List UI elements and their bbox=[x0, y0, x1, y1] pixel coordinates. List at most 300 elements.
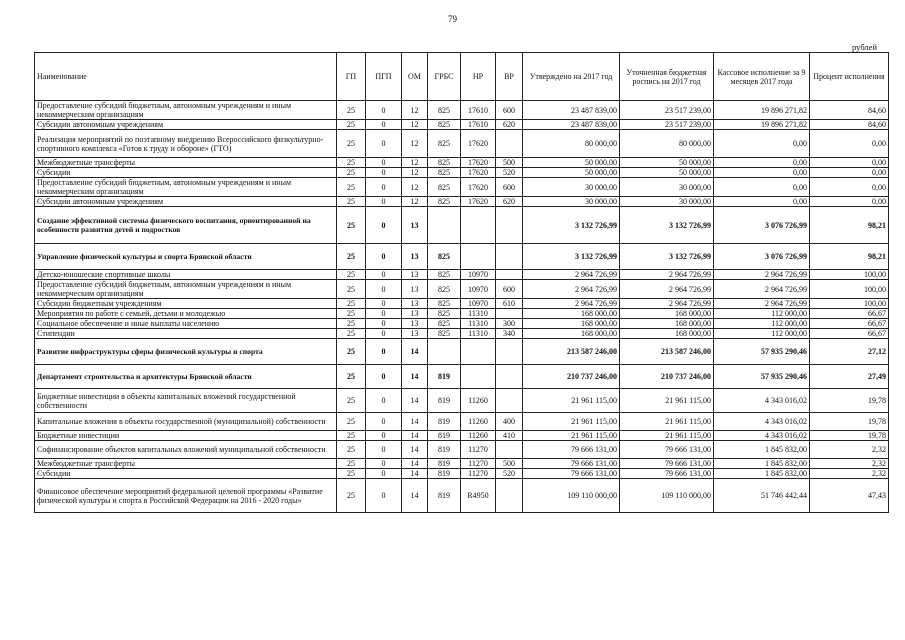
cell-cash: 2 964 726,99 bbox=[714, 270, 810, 280]
cell-vr: 600 bbox=[496, 280, 523, 299]
cell-refined: 2 964 726,99 bbox=[620, 270, 714, 280]
cell-name: Межбюджетные трансферты bbox=[35, 459, 337, 469]
cell-cash: 4 343 016,02 bbox=[714, 413, 810, 431]
cell-vr bbox=[496, 389, 523, 413]
cell-cash: 0,00 bbox=[714, 158, 810, 168]
cell-gp: 25 bbox=[337, 178, 366, 197]
cell-name: Развитие инфраструктуры сферы физической культуры и спорта bbox=[35, 339, 337, 365]
cell-vr bbox=[496, 207, 523, 244]
cell-name: Стипендии bbox=[35, 329, 337, 339]
cell-cash: 3 076 726,99 bbox=[714, 207, 810, 244]
cell-ppgp: 0 bbox=[366, 101, 402, 120]
cell-gp: 25 bbox=[337, 441, 366, 459]
cell-ppgp: 0 bbox=[366, 413, 402, 431]
table-row bbox=[35, 459, 889, 469]
cell-approved: 2 964 726,99 bbox=[523, 280, 620, 299]
cell-nr: 17620 bbox=[461, 158, 496, 168]
cell-nr: 17620 bbox=[461, 197, 496, 207]
cell-om: 14 bbox=[402, 339, 428, 365]
cell-grbs: 825 bbox=[428, 244, 461, 270]
cell-refined: 213 587 246,00 bbox=[620, 339, 714, 365]
cell-vr: 520 bbox=[496, 168, 523, 178]
cell-vr: 600 bbox=[496, 178, 523, 197]
table-row bbox=[35, 270, 889, 280]
cell-om: 12 bbox=[402, 168, 428, 178]
cell-approved: 21 961 115,00 bbox=[523, 389, 620, 413]
cell-nr: 17610 bbox=[461, 101, 496, 120]
cell-ppgp: 0 bbox=[366, 197, 402, 207]
table-row bbox=[35, 319, 889, 329]
cell-ppgp: 0 bbox=[366, 441, 402, 459]
cell-gp: 25 bbox=[337, 130, 366, 158]
cell-percent: 0,00 bbox=[810, 197, 889, 207]
cell-nr: 11310 bbox=[461, 329, 496, 339]
cell-om: 14 bbox=[402, 479, 428, 513]
cell-refined: 50 000,00 bbox=[620, 168, 714, 178]
cell-percent: 2,32 bbox=[810, 441, 889, 459]
cell-grbs: 825 bbox=[428, 197, 461, 207]
cell-name: Субсидии автономным учреждениям bbox=[35, 197, 337, 207]
cell-cash: 1 845 832,00 bbox=[714, 459, 810, 469]
table-row bbox=[35, 389, 889, 413]
cell-nr: 11270 bbox=[461, 459, 496, 469]
cell-grbs: 825 bbox=[428, 299, 461, 309]
cell-om: 12 bbox=[402, 120, 428, 130]
cell-name: Бюджетные инвестиции в объекты капитальных вложений государственной собственности bbox=[35, 389, 337, 413]
cell-nr: 11310 bbox=[461, 309, 496, 319]
cell-vr bbox=[496, 270, 523, 280]
cell-nr: 17620 bbox=[461, 130, 496, 158]
cell-gp: 25 bbox=[337, 299, 366, 309]
cell-vr: 410 bbox=[496, 431, 523, 441]
cell-om: 13 bbox=[402, 280, 428, 299]
cell-ppgp: 0 bbox=[366, 270, 402, 280]
cell-ppgp: 0 bbox=[366, 319, 402, 329]
cell-approved: 168 000,00 bbox=[523, 319, 620, 329]
table-row bbox=[35, 197, 889, 207]
cell-cash: 19 896 271,82 bbox=[714, 101, 810, 120]
cell-refined: 23 517 239,00 bbox=[620, 101, 714, 120]
cell-name: Предоставление субсидий бюджетным, автономным учреждениям и иным некоммерческим организациям bbox=[35, 101, 337, 120]
table-body bbox=[35, 101, 889, 513]
table-row bbox=[35, 101, 889, 120]
cell-approved: 2 964 726,99 bbox=[523, 270, 620, 280]
cell-ppgp: 0 bbox=[366, 479, 402, 513]
cell-percent: 98,21 bbox=[810, 244, 889, 270]
cell-name: Мероприятия по работе с семьей, детьми и молодежью bbox=[35, 309, 337, 319]
cell-gp: 25 bbox=[337, 479, 366, 513]
table-row bbox=[35, 130, 889, 158]
cell-refined: 168 000,00 bbox=[620, 309, 714, 319]
cell-approved: 213 587 246,00 bbox=[523, 339, 620, 365]
cell-vr bbox=[496, 365, 523, 389]
cell-om: 14 bbox=[402, 441, 428, 459]
cell-cash: 4 343 016,02 bbox=[714, 389, 810, 413]
cell-approved: 50 000,00 bbox=[523, 158, 620, 168]
cell-nr: 11310 bbox=[461, 319, 496, 329]
cell-name: Софинансирование объектов капитальных вложений муниципальной собственности bbox=[35, 441, 337, 459]
cell-approved: 210 737 246,00 bbox=[523, 365, 620, 389]
cell-ppgp: 0 bbox=[366, 168, 402, 178]
cell-om: 14 bbox=[402, 431, 428, 441]
cell-vr bbox=[496, 441, 523, 459]
cell-gp: 25 bbox=[337, 280, 366, 299]
units-label: рублей bbox=[852, 42, 877, 52]
cell-approved: 2 964 726,99 bbox=[523, 299, 620, 309]
cell-grbs: 825 bbox=[428, 168, 461, 178]
cell-cash: 1 845 832,00 bbox=[714, 441, 810, 459]
cell-percent: 100,00 bbox=[810, 270, 889, 280]
cell-cash: 3 076 726,99 bbox=[714, 244, 810, 270]
cell-grbs: 819 bbox=[428, 431, 461, 441]
cell-cash: 57 935 290,46 bbox=[714, 339, 810, 365]
cell-nr bbox=[461, 365, 496, 389]
cell-gp: 25 bbox=[337, 389, 366, 413]
cell-vr bbox=[496, 130, 523, 158]
cell-grbs bbox=[428, 339, 461, 365]
cell-nr: 10970 bbox=[461, 280, 496, 299]
cell-grbs: 819 bbox=[428, 389, 461, 413]
cell-ppgp: 0 bbox=[366, 329, 402, 339]
cell-gp: 25 bbox=[337, 197, 366, 207]
cell-vr: 520 bbox=[496, 469, 523, 479]
cell-grbs bbox=[428, 207, 461, 244]
cell-grbs: 819 bbox=[428, 365, 461, 389]
cell-percent: 19,78 bbox=[810, 431, 889, 441]
header-vr: ВР bbox=[496, 53, 523, 101]
cell-ppgp: 0 bbox=[366, 365, 402, 389]
cell-refined: 3 132 726,99 bbox=[620, 244, 714, 270]
header-om: ОМ bbox=[402, 53, 428, 101]
cell-ppgp: 0 bbox=[366, 207, 402, 244]
table-row bbox=[35, 309, 889, 319]
cell-name: Межбюджетные трансферты bbox=[35, 158, 337, 168]
cell-name: Реализация мероприятий по поэтапному внедрению Всероссийского физкультурно-спортивного комплекса «Готов к труду и обороне» (ГТО) bbox=[35, 130, 337, 158]
cell-refined: 30 000,00 bbox=[620, 197, 714, 207]
cell-grbs: 825 bbox=[428, 178, 461, 197]
cell-vr bbox=[496, 479, 523, 513]
page-number: 79 bbox=[448, 14, 457, 24]
cell-refined: 21 961 115,00 bbox=[620, 413, 714, 431]
budget-table bbox=[34, 52, 889, 513]
cell-approved: 168 000,00 bbox=[523, 329, 620, 339]
cell-ppgp: 0 bbox=[366, 469, 402, 479]
cell-approved: 3 132 726,99 bbox=[523, 244, 620, 270]
cell-percent: 2,32 bbox=[810, 469, 889, 479]
table-row bbox=[35, 280, 889, 299]
cell-gp: 25 bbox=[337, 329, 366, 339]
cell-approved: 21 961 115,00 bbox=[523, 413, 620, 431]
cell-ppgp: 0 bbox=[366, 389, 402, 413]
cell-vr bbox=[496, 309, 523, 319]
cell-name: Предоставление субсидий бюджетным, автономным учреждениям и иным некоммерческим организациям bbox=[35, 178, 337, 197]
header-cash: Кассовое исполнение за 9 месяцев 2017 года bbox=[714, 53, 810, 101]
header-approved: Утверждено на 2017 год bbox=[523, 53, 620, 101]
cell-percent: 66,67 bbox=[810, 329, 889, 339]
cell-ppgp: 0 bbox=[366, 431, 402, 441]
cell-om: 13 bbox=[402, 329, 428, 339]
cell-percent: 100,00 bbox=[810, 280, 889, 299]
cell-grbs: 819 bbox=[428, 479, 461, 513]
cell-nr: 11260 bbox=[461, 389, 496, 413]
cell-om: 13 bbox=[402, 299, 428, 309]
cell-percent: 98,21 bbox=[810, 207, 889, 244]
cell-approved: 23 487 839,00 bbox=[523, 101, 620, 120]
cell-name: Предоставление субсидий бюджетным, автономным учреждениям и иным некоммерческим организациям bbox=[35, 280, 337, 299]
cell-om: 12 bbox=[402, 178, 428, 197]
cell-om: 14 bbox=[402, 469, 428, 479]
cell-om: 13 bbox=[402, 319, 428, 329]
cell-vr bbox=[496, 244, 523, 270]
cell-nr: 17620 bbox=[461, 168, 496, 178]
cell-ppgp: 0 bbox=[366, 120, 402, 130]
cell-grbs: 819 bbox=[428, 459, 461, 469]
table-row bbox=[35, 339, 889, 365]
cell-gp: 25 bbox=[337, 309, 366, 319]
cell-om: 13 bbox=[402, 244, 428, 270]
cell-nr: 11270 bbox=[461, 441, 496, 459]
cell-nr: 11260 bbox=[461, 413, 496, 431]
cell-ppgp: 0 bbox=[366, 280, 402, 299]
cell-nr: 17610 bbox=[461, 120, 496, 130]
cell-cash: 112 000,00 bbox=[714, 309, 810, 319]
cell-percent: 0,00 bbox=[810, 158, 889, 168]
header-name: Наименование bbox=[35, 53, 337, 101]
cell-refined: 21 961 115,00 bbox=[620, 389, 714, 413]
cell-cash: 51 746 442,44 bbox=[714, 479, 810, 513]
cell-grbs: 825 bbox=[428, 158, 461, 168]
cell-gp: 25 bbox=[337, 469, 366, 479]
cell-refined: 21 961 115,00 bbox=[620, 431, 714, 441]
cell-cash: 4 343 016,02 bbox=[714, 431, 810, 441]
cell-name: Управление физической культуры и спорта Брянской области bbox=[35, 244, 337, 270]
cell-refined: 50 000,00 bbox=[620, 158, 714, 168]
cell-gp: 25 bbox=[337, 459, 366, 469]
cell-om: 14 bbox=[402, 365, 428, 389]
cell-refined: 30 000,00 bbox=[620, 178, 714, 197]
cell-approved: 21 961 115,00 bbox=[523, 431, 620, 441]
cell-cash: 0,00 bbox=[714, 178, 810, 197]
cell-refined: 23 517 239,00 bbox=[620, 120, 714, 130]
cell-vr bbox=[496, 339, 523, 365]
cell-approved: 23 487 839,00 bbox=[523, 120, 620, 130]
cell-vr: 620 bbox=[496, 120, 523, 130]
table-row bbox=[35, 299, 889, 309]
cell-nr: 11260 bbox=[461, 431, 496, 441]
cell-gp: 25 bbox=[337, 158, 366, 168]
table-row bbox=[35, 413, 889, 431]
cell-gp: 25 bbox=[337, 365, 366, 389]
header-grbs: ГРБС bbox=[428, 53, 461, 101]
cell-ppgp: 0 bbox=[366, 299, 402, 309]
cell-grbs: 825 bbox=[428, 280, 461, 299]
cell-nr: 11270 bbox=[461, 469, 496, 479]
cell-percent: 19,78 bbox=[810, 413, 889, 431]
cell-name: Капитальные вложения в объекты государственной (муниципальной) собственности bbox=[35, 413, 337, 431]
cell-gp: 25 bbox=[337, 244, 366, 270]
cell-nr bbox=[461, 207, 496, 244]
cell-name: Департамент строительства и архитектуры Брянской области bbox=[35, 365, 337, 389]
cell-approved: 79 666 131,00 bbox=[523, 459, 620, 469]
header-gp: ГП bbox=[337, 53, 366, 101]
cell-om: 14 bbox=[402, 413, 428, 431]
cell-percent: 66,67 bbox=[810, 319, 889, 329]
cell-vr: 500 bbox=[496, 459, 523, 469]
cell-nr bbox=[461, 339, 496, 365]
cell-gp: 25 bbox=[337, 339, 366, 365]
cell-grbs: 825 bbox=[428, 319, 461, 329]
cell-name: Детско-юношеские спортивные школы bbox=[35, 270, 337, 280]
cell-gp: 25 bbox=[337, 413, 366, 431]
cell-cash: 19 896 271,82 bbox=[714, 120, 810, 130]
cell-gp: 25 bbox=[337, 168, 366, 178]
cell-approved: 79 666 131,00 bbox=[523, 441, 620, 459]
cell-gp: 25 bbox=[337, 431, 366, 441]
cell-nr: 17620 bbox=[461, 178, 496, 197]
cell-vr: 340 bbox=[496, 329, 523, 339]
table-row bbox=[35, 168, 889, 178]
header-ppgp: ПГП bbox=[366, 53, 402, 101]
cell-percent: 27,49 bbox=[810, 365, 889, 389]
table-row bbox=[35, 365, 889, 389]
cell-percent: 0,00 bbox=[810, 168, 889, 178]
cell-om: 13 bbox=[402, 207, 428, 244]
table-row bbox=[35, 178, 889, 197]
table-row bbox=[35, 469, 889, 479]
cell-grbs: 825 bbox=[428, 329, 461, 339]
cell-gp: 25 bbox=[337, 101, 366, 120]
table-row bbox=[35, 441, 889, 459]
cell-percent: 47,43 bbox=[810, 479, 889, 513]
cell-ppgp: 0 bbox=[366, 309, 402, 319]
cell-grbs: 819 bbox=[428, 413, 461, 431]
cell-cash: 57 935 290,46 bbox=[714, 365, 810, 389]
cell-refined: 109 110 000,00 bbox=[620, 479, 714, 513]
cell-approved: 79 666 131,00 bbox=[523, 469, 620, 479]
table-row bbox=[35, 244, 889, 270]
cell-vr: 500 bbox=[496, 158, 523, 168]
cell-name: Субсидии bbox=[35, 469, 337, 479]
cell-nr: 10970 bbox=[461, 299, 496, 309]
cell-vr: 610 bbox=[496, 299, 523, 309]
cell-grbs: 819 bbox=[428, 441, 461, 459]
cell-refined: 168 000,00 bbox=[620, 319, 714, 329]
table-row bbox=[35, 207, 889, 244]
cell-percent: 0,00 bbox=[810, 178, 889, 197]
cell-percent: 84,60 bbox=[810, 101, 889, 120]
cell-gp: 25 bbox=[337, 270, 366, 280]
cell-approved: 3 132 726,99 bbox=[523, 207, 620, 244]
cell-refined: 80 000,00 bbox=[620, 130, 714, 158]
cell-approved: 80 000,00 bbox=[523, 130, 620, 158]
header-refined: Уточненная бюджетная роспись на 2017 год bbox=[620, 53, 714, 101]
cell-cash: 1 845 832,00 bbox=[714, 469, 810, 479]
cell-om: 12 bbox=[402, 158, 428, 168]
cell-cash: 112 000,00 bbox=[714, 329, 810, 339]
cell-grbs: 825 bbox=[428, 120, 461, 130]
cell-name: Социальное обеспечение и иные выплаты населению bbox=[35, 319, 337, 329]
cell-gp: 25 bbox=[337, 207, 366, 244]
cell-ppgp: 0 bbox=[366, 130, 402, 158]
cell-percent: 2,32 bbox=[810, 459, 889, 469]
cell-vr: 620 bbox=[496, 197, 523, 207]
table-row bbox=[35, 158, 889, 168]
cell-om: 14 bbox=[402, 459, 428, 469]
cell-name: Создание эффективной системы физического воспитания, ориентированной на особенности развития детей и подростков bbox=[35, 207, 337, 244]
cell-percent: 19,78 bbox=[810, 389, 889, 413]
cell-percent: 66,67 bbox=[810, 309, 889, 319]
cell-percent: 100,00 bbox=[810, 299, 889, 309]
cell-approved: 50 000,00 bbox=[523, 168, 620, 178]
cell-ppgp: 0 bbox=[366, 459, 402, 469]
cell-percent: 84,60 bbox=[810, 120, 889, 130]
table-header-row bbox=[35, 53, 889, 101]
cell-refined: 79 666 131,00 bbox=[620, 441, 714, 459]
cell-nr: R4950 bbox=[461, 479, 496, 513]
table-row bbox=[35, 329, 889, 339]
cell-om: 13 bbox=[402, 309, 428, 319]
cell-vr: 600 bbox=[496, 101, 523, 120]
cell-cash: 2 964 726,99 bbox=[714, 280, 810, 299]
cell-cash: 0,00 bbox=[714, 197, 810, 207]
header-nr: НР bbox=[461, 53, 496, 101]
table-row bbox=[35, 431, 889, 441]
cell-om: 14 bbox=[402, 389, 428, 413]
cell-refined: 2 964 726,99 bbox=[620, 299, 714, 309]
cell-ppgp: 0 bbox=[366, 158, 402, 168]
cell-ppgp: 0 bbox=[366, 339, 402, 365]
cell-om: 12 bbox=[402, 130, 428, 158]
cell-name: Субсидии bbox=[35, 168, 337, 178]
cell-grbs: 825 bbox=[428, 309, 461, 319]
cell-gp: 25 bbox=[337, 120, 366, 130]
cell-refined: 79 666 131,00 bbox=[620, 459, 714, 469]
cell-cash: 0,00 bbox=[714, 130, 810, 158]
cell-name: Финансовое обеспечение мероприятий федеральной целевой программы «Развитие физической культуры и спорта в Российской Федерации на 2016 - 2020 годы» bbox=[35, 479, 337, 513]
cell-om: 13 bbox=[402, 270, 428, 280]
cell-name: Субсидии автономным учреждениям bbox=[35, 120, 337, 130]
cell-vr: 300 bbox=[496, 319, 523, 329]
cell-ppgp: 0 bbox=[366, 178, 402, 197]
cell-approved: 30 000,00 bbox=[523, 197, 620, 207]
cell-refined: 210 737 246,00 bbox=[620, 365, 714, 389]
cell-cash: 2 964 726,99 bbox=[714, 299, 810, 309]
cell-refined: 79 666 131,00 bbox=[620, 469, 714, 479]
cell-approved: 30 000,00 bbox=[523, 178, 620, 197]
cell-nr bbox=[461, 244, 496, 270]
cell-om: 12 bbox=[402, 101, 428, 120]
cell-grbs: 825 bbox=[428, 270, 461, 280]
cell-grbs: 825 bbox=[428, 101, 461, 120]
cell-name: Субсидии бюджетным учреждениям bbox=[35, 299, 337, 309]
cell-name: Бюджетные инвестиции bbox=[35, 431, 337, 441]
cell-cash: 0,00 bbox=[714, 168, 810, 178]
cell-percent: 0,00 bbox=[810, 130, 889, 158]
cell-percent: 27,12 bbox=[810, 339, 889, 365]
table-row bbox=[35, 120, 889, 130]
cell-nr: 10970 bbox=[461, 270, 496, 280]
cell-refined: 3 132 726,99 bbox=[620, 207, 714, 244]
cell-refined: 168 000,00 bbox=[620, 329, 714, 339]
cell-approved: 168 000,00 bbox=[523, 309, 620, 319]
cell-approved: 109 110 000,00 bbox=[523, 479, 620, 513]
cell-ppgp: 0 bbox=[366, 244, 402, 270]
cell-om: 12 bbox=[402, 197, 428, 207]
cell-gp: 25 bbox=[337, 319, 366, 329]
cell-grbs: 819 bbox=[428, 469, 461, 479]
cell-refined: 2 964 726,99 bbox=[620, 280, 714, 299]
cell-grbs: 825 bbox=[428, 130, 461, 158]
